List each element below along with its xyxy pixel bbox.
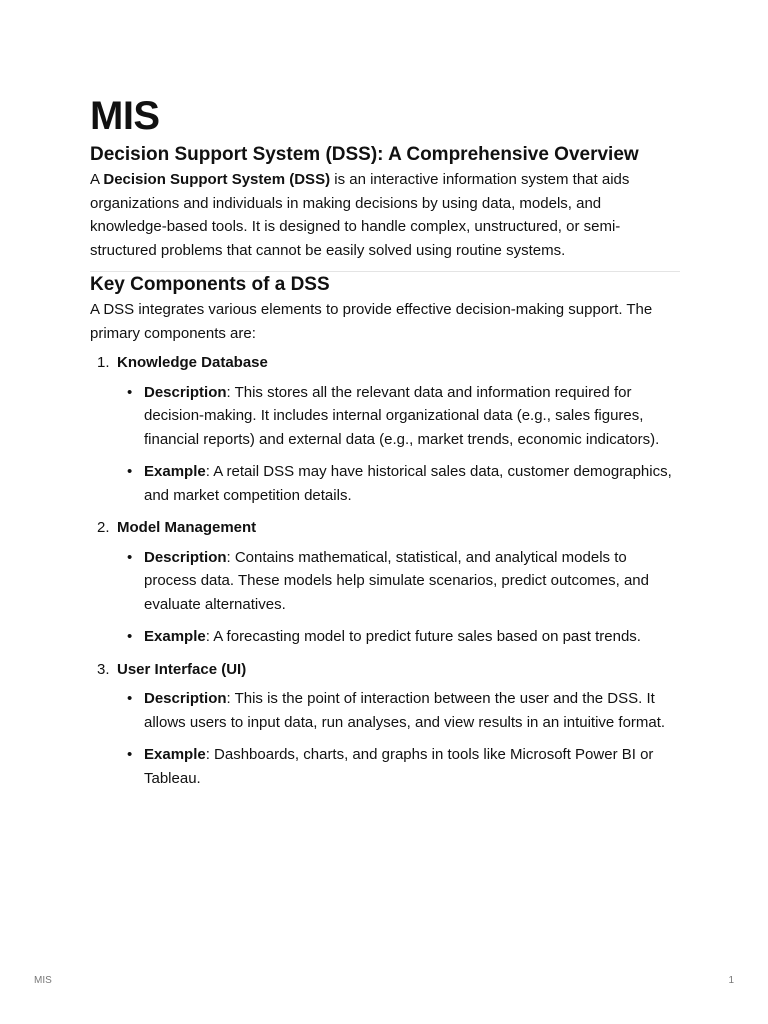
component-number: 1. xyxy=(97,354,110,371)
example-text: : A forecasting model to predict future sales based on past trends. xyxy=(205,628,641,645)
component-number: 3. xyxy=(97,660,110,678)
intro-bold-term: Decision Support System (DSS) xyxy=(103,171,331,188)
footer-doc-title: MIS xyxy=(34,975,52,986)
intro-prefix: A xyxy=(90,171,104,188)
bullet-icon: • xyxy=(127,628,133,645)
component-name: Model Management xyxy=(117,519,257,536)
bullet-icon: • xyxy=(127,548,133,566)
description-item xyxy=(117,687,680,734)
document-page xyxy=(90,90,680,799)
document-title: MIS xyxy=(90,94,160,138)
intro-rest: is an interactive information system that aids organizations and individuals in making decisions by using data, models, and knowledge-based tools. It is designed to handle complex, unstructured, or semi-structured problems that cannot be easily solved using routine systems. xyxy=(90,171,630,259)
footer-page-number: 1 xyxy=(728,975,734,986)
description-item xyxy=(117,546,680,617)
components-list xyxy=(90,351,680,790)
component-number: 2. xyxy=(97,519,110,536)
example-item xyxy=(117,743,680,790)
description-label: Description xyxy=(144,548,227,566)
component-item xyxy=(90,351,680,507)
example-text: : Dashboards, charts, and graphs in tools like Microsoft Power BI or Tableau. xyxy=(144,746,654,787)
component-item xyxy=(90,516,680,649)
component-details xyxy=(117,687,680,790)
component-details xyxy=(117,546,680,649)
key-components-intro: A DSS integrates various elements to provide effective decision-making support. The primary components are: xyxy=(90,301,653,342)
description-text: : This stores all the relevant data and information required for decision-making. It includes internal organizational data (e.g., sales figures, financial reports) and external data (e.g., market trends, economic indicators). xyxy=(144,383,660,448)
description-text: : This is the point of interaction between the user and the DSS. It allows users to input data, run analyses, and view results in an intuitive format. xyxy=(144,690,666,731)
component-name: Knowledge Database xyxy=(117,354,268,371)
description-item xyxy=(117,381,680,452)
intro-heading: Decision Support System (DSS): A Comprehensive Overview xyxy=(90,144,639,165)
example-item xyxy=(117,625,680,649)
example-label: Example xyxy=(144,746,206,763)
bullet-icon: • xyxy=(127,746,133,763)
description-label: Description xyxy=(144,690,227,707)
description-text: : Contains mathematical, statistical, and analytical models to process data. These models help simulate scenarios, predict outcomes, and evaluate alternatives. xyxy=(144,548,649,613)
bullet-icon: • xyxy=(127,463,133,480)
description-label: Description xyxy=(144,383,227,401)
example-text: : A retail DSS may have historical sales data, customer demographics, and market competition details. xyxy=(144,463,672,504)
example-label: Example xyxy=(144,628,206,645)
intro-paragraph xyxy=(90,168,680,262)
example-label: Example xyxy=(144,463,206,480)
component-name: User Interface (UI) xyxy=(117,660,247,678)
component-details xyxy=(117,381,680,508)
bullet-icon: • xyxy=(127,383,133,401)
component-item xyxy=(90,658,680,791)
example-item xyxy=(117,460,680,507)
key-components-heading: Key Components of a DSS xyxy=(90,274,330,295)
bullet-icon: • xyxy=(127,690,133,707)
